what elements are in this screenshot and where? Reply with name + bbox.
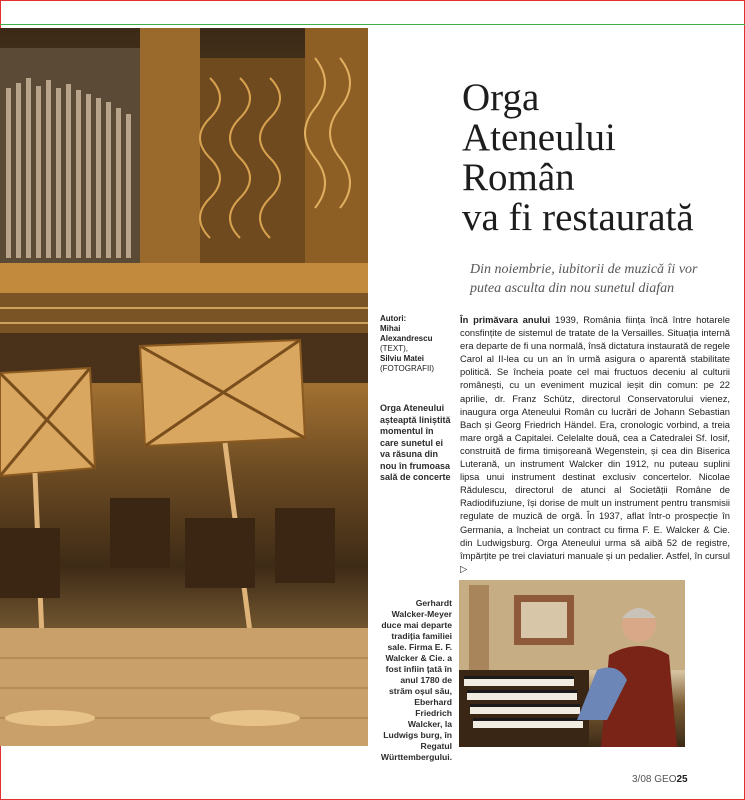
issue-label: 3/08 GEO [632, 774, 677, 785]
body-lead-in: În primăvara anului [460, 314, 551, 325]
article-subtitle: Din noiembrie, iubitorii de muzică îi vor putea asculta din nou sunetul diafan [470, 262, 698, 296]
article-body [460, 313, 730, 575]
article-title [462, 78, 732, 238]
body-paragraph: 1939, România ființa încă între hotarele consfințite de sistemul de tratate de la Versailles. Situația internă era departe de fi una normală, însă dictatura instaurată de regele Carol al II-lea cu un an în urmă asigura o aparentă stabilitate politică. Se încheia poate cel mai fructuos deceniu al culturii românești, cu un eveniment muzical ieșit din comun: pe 22 aprilie, dr. Franz Schütz, directorul Conservatorului vienez, inaugura orga Ateneului Român cu lucrări de Johann Sebastian Bach și Georg Friedrich Händel. Era, cronologic vorbind, a treia mare orgă a Capitalei. Celelalte două, cea a Catedralei Sf. Iosif, construită de firma timișoreană Wegenstein, și cea din Biserica Luterană, un instrument Walcker din 1912, nu puteau suplini lipsa unui instrument destinat exclusiv concertelor. Nicolae Rădulescu, directorul de atunci al Societății Române de Radiodifuziune, își dorise de mult un instrument pentru transmisii regulate de muzică de orgă. În 1937, aflat într-o prospecție în Germania, a încheiat un contract cu firma F. E. Walcker & Cie. din Ludwigsburg. Orga Ateneului urma să aibă 52 de registre, împărțite pe trei claviaturi manuale și un pedalier. Astfel, în cursul ▷ [460, 314, 730, 574]
author-role: (FOTOGRAFII) [380, 364, 435, 373]
page-number: 25 [676, 774, 688, 785]
organist-photo [459, 580, 685, 747]
author-name: Mihai Alexandrescu [380, 324, 433, 343]
authors-label: Autori: [380, 314, 407, 323]
header-rule [0, 24, 745, 25]
title-line: Orga [462, 76, 540, 119]
author-name: Silviu Matei [380, 354, 425, 363]
author-credits [380, 314, 452, 374]
pull-quote: Orga Ateneului așteaptă liniștită momentul în care sunetul ei va răsuna din nou în frumoasa sală de concerte [380, 403, 451, 482]
title-line: va fi restaurată [462, 196, 694, 239]
title-line: Român [462, 156, 575, 199]
organ-photo [0, 28, 368, 746]
page-folio [632, 774, 688, 785]
title-line: Ateneului [462, 116, 616, 159]
author-role: (TEXT), [380, 344, 408, 353]
photo-caption: Gerhardt Walcker-Meyer duce mai departe tradiția familiei sale. Firma E. F. Walcker & Cie. a fost înfiin țată în anul 1780 de străm oșul său, Eberhard Friedrich Walcker, la Ludwigs burg, în Regatul Württembergului. [380, 598, 452, 762]
